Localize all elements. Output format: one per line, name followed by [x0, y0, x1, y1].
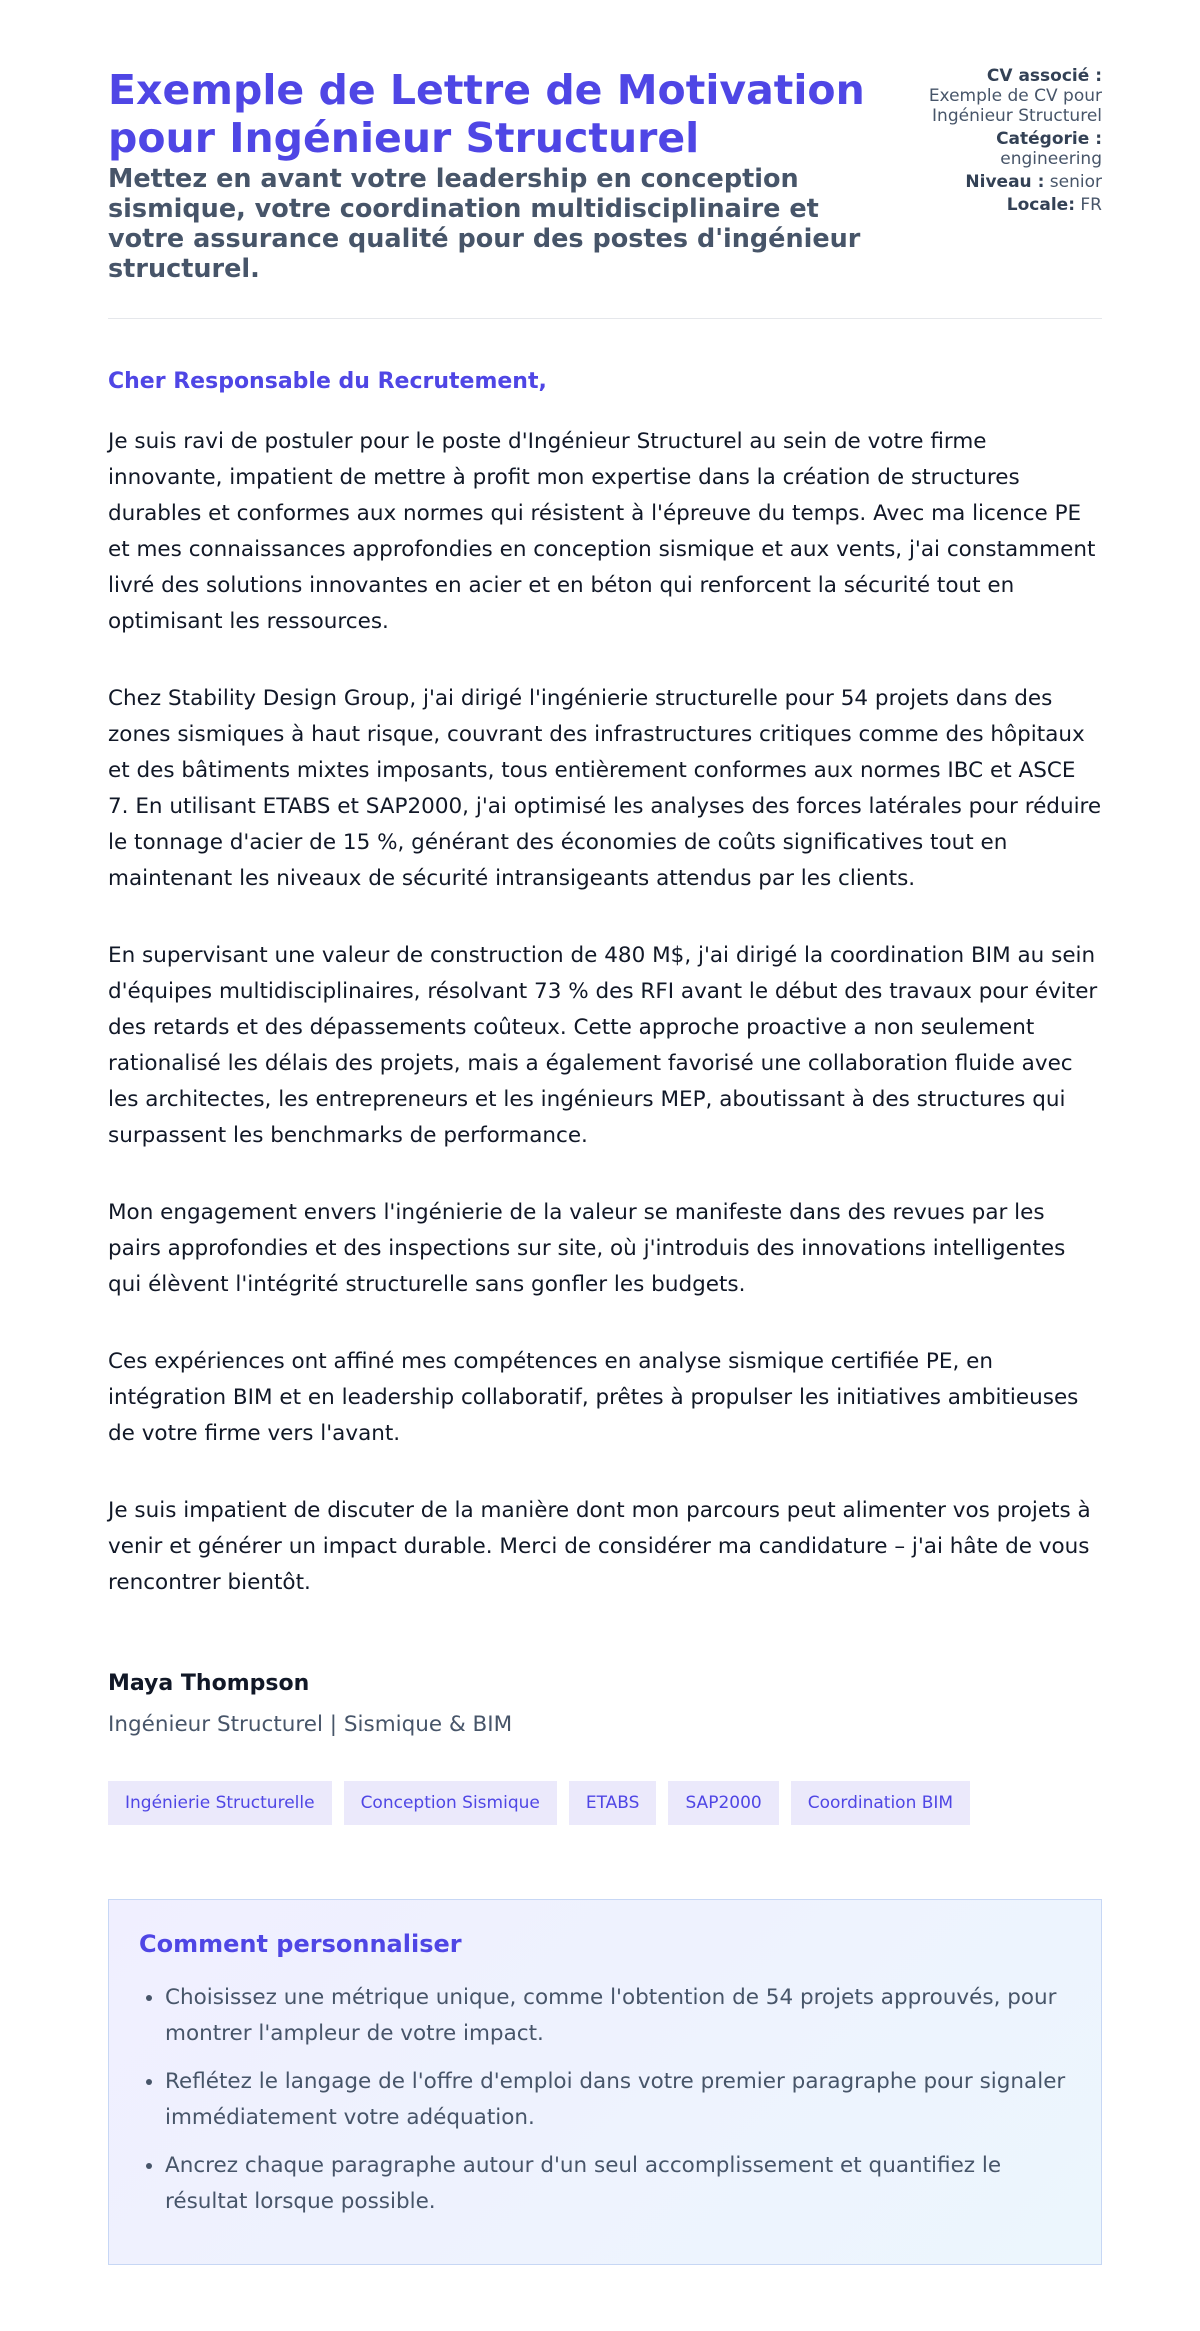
tips-box	[108, 1899, 1102, 2265]
tag-list	[108, 1781, 1102, 1825]
locale-value: FR	[1080, 195, 1102, 215]
signature-title: Ingénieur Structurel | Sismique & BIM	[108, 1712, 513, 1737]
signature-name: Maya Thompson	[108, 1671, 310, 1696]
header	[108, 66, 1102, 319]
meta-panel	[902, 66, 1102, 284]
cv-label: CV associé :	[986, 66, 1102, 86]
paragraph: Je suis impatient de discuter de la manière dont mon parcours peut alimenter vos projets à venir et générer un impact durable. Merci de considérer ma candidature – j'ai hâte de vous rencontrer bientôt.	[108, 1498, 1091, 1595]
tag: SAP2000	[668, 1781, 778, 1825]
paragraph: Mon engagement envers l'ingénierie de la valeur se manifeste dans des revues par les pairs approfondies et des inspections sur site, où j'introduis des innovations intelligentes qui élèvent l'intégrité structurelle sans gonfler les budgets.	[108, 1200, 1066, 1297]
tips-title: Comment personnaliser	[139, 1930, 462, 1958]
paragraph: Je suis ravi de postuler pour le poste d'Ingénieur Structurel au sein de votre firme innovante, impatient de mettre à profit mon expertise dans la création de structures durables et conformes aux normes qui résistent à l'épreuve du temps. Avec ma licence PE et mes connaissances approfondies en conception sismique et aux vents, j'ai constamment livré des solutions innovantes en acier et en béton qui renforcent la sécurité tout en optimisant les ressources.	[108, 429, 1096, 634]
page-subtitle: Mettez en avant votre leadership en conception sismique, votre coordination multidisciplinaire et votre assurance qualité pour des postes d'ingénieur structurel.	[108, 164, 861, 284]
tag: Ingénierie Structurelle	[108, 1781, 332, 1825]
tag: ETABS	[569, 1781, 657, 1825]
tag: Coordination BIM	[791, 1781, 970, 1825]
page-title: Exemple de Lettre de Motivation pour Ingénieur Structurel	[108, 66, 865, 162]
category-label: Catégorie :	[996, 129, 1102, 149]
paragraph: En supervisant une valeur de construction de 480 M$, j'ai dirigé la coordination BIM au sein d'équipes multidisciplinaires, résolvant 73 % des RFI avant le début des travaux pour éviter des retards et des dépassements coûteux. Cette approche proactive a non seulement rationalisé les délais des projets, mais a également favorisé une collaboration fluide avec les architectes, les entrepreneurs et les ingénieurs MEP, aboutissant à des structures qui surpassent les benchmarks de performance.	[108, 943, 1098, 1148]
signature	[108, 1671, 1102, 1737]
tip-item: • Ancrez chaque paragraphe autour d'un seul accomplissement et quantifiez le résultat lorsque possible.	[165, 2148, 1071, 2220]
paragraph: Ces expériences ont affiné mes compétences en analyse sismique certifiée PE, en intégration BIM et en leadership collaboratif, prêtes à propulser les initiatives ambitieuses de votre firme vers l'avant.	[108, 1349, 1079, 1446]
cv-value: Exemple de CV pour Ingénieur Structurel	[928, 86, 1102, 126]
tip-item: • Reflétez le langage de l'offre d'emploi dans votre premier paragraphe pour signaler immédiatement votre adéquation.	[165, 2064, 1071, 2136]
paragraph: Chez Stability Design Group, j'ai dirigé l'ingénierie structurelle pour 54 projets dans des zones sismiques à haut risque, couvrant des infrastructures critiques comme des hôpitaux et des bâtiments mixtes imposants, tous entièrement conformes aux normes IBC et ASCE 7. En utilisant ETABS et SAP2000, j'ai optimisé les analyses des forces latérales pour réduire le tonnage d'acier de 15 %, générant des économies de coûts significatives tout en maintenant les niveaux de sécurité intransigeants attendus par les clients.	[108, 686, 1102, 891]
level-value: senior	[1049, 172, 1102, 192]
greeting: Cher Responsable du Recrutement,	[108, 369, 547, 394]
tag: Conception Sismique	[344, 1781, 557, 1825]
category-value: engineering	[1000, 149, 1102, 169]
tips-list	[139, 1980, 1071, 2220]
letter-body	[108, 424, 1102, 1601]
tip-item: • Choisissez une métrique unique, comme l'obtention de 54 projets approuvés, pour montrer l'ampleur de votre impact.	[165, 1980, 1071, 2052]
locale-label: Locale:	[1006, 195, 1075, 215]
level-label: Niveau :	[965, 172, 1045, 192]
